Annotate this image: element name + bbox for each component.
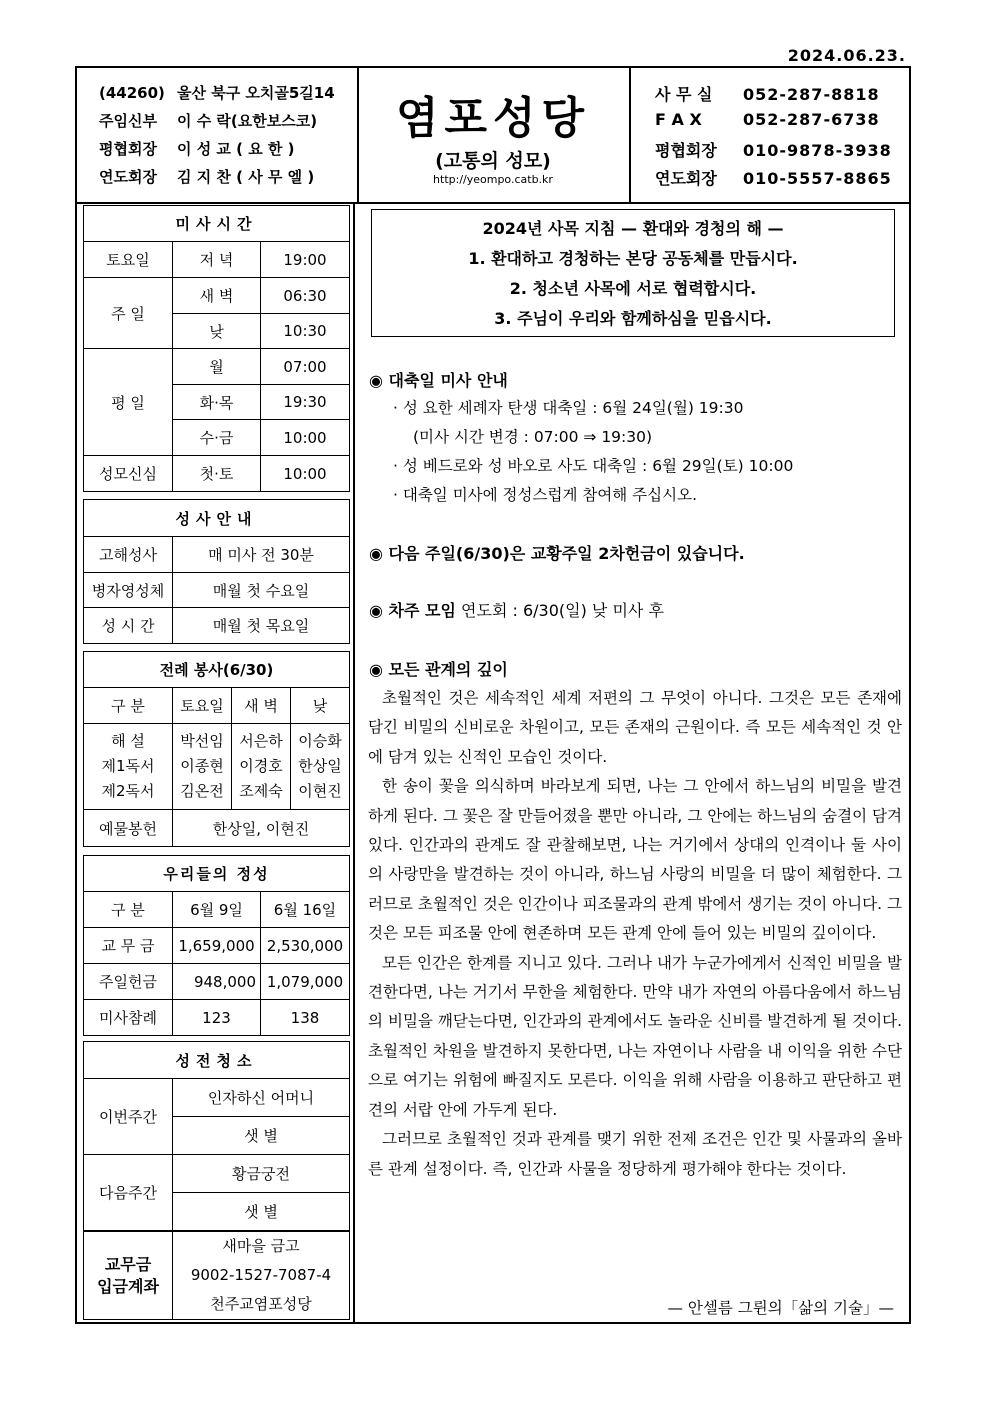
feast-line: · 성 요한 세례자 탄생 대축일 : 6월 24일(월) 19:30 (393, 399, 744, 417)
cell: 이경호 (239, 757, 283, 775)
notice-meeting (369, 598, 664, 621)
cell: 한상일, 이현진 (173, 810, 350, 847)
contact-office: 사 무 실 052-287-8818 (655, 85, 880, 104)
cell: 138 (261, 1000, 350, 1036)
cell: 10:00 (261, 456, 350, 492)
cleaning-table (83, 1041, 350, 1231)
youth-line: 연도회장 김 지 찬 ( 사 무 엘 ) (99, 168, 315, 186)
cell: 9002-1527-7087-4 (190, 1266, 332, 1284)
cell: 토요일 (84, 242, 173, 278)
cell: 저 녁 (173, 242, 261, 278)
cell: 이종현 (180, 757, 224, 775)
meeting-heading: ◉ 차주 모임 (369, 601, 456, 620)
cell: 10:00 (261, 420, 350, 456)
essay-body (368, 684, 902, 1184)
feast-heading: ◉ 대축일 미사 안내 (369, 371, 508, 390)
pastoral-motto-box (371, 209, 895, 337)
cell: 매 미사 전 30분 (173, 537, 350, 573)
feast-line: · 대축일 미사에 정성스럽게 참여해 주십시오. (393, 486, 698, 504)
patron-name: (고통의 성모) (435, 150, 551, 172)
cell: 고해성사 (84, 537, 173, 573)
account-table (83, 1231, 350, 1320)
cell: 성 시 간 (84, 608, 173, 644)
contact-youth: 연도회장 010-5557-8865 (655, 169, 892, 188)
essay-paragraph: 한 송이 꽃을 의식하며 바라보게 되면, 나는 그 안에서 하느님의 비밀을 발견하게 된다. 그 꽃은 잘 만들어졌을 뿐만 아니라, 그 안에는 하느님의 숨결이 담겨 있다. 인간과의 관계도 잘 관찰해보면, 나는 거기에서 상대의 인격이나 둘 사이의 사랑만을 발견하는 것이 아니라, 하느님 사랑의 비밀을 더 많이 체험한다. 그러므로 초월적인 것은 인간이나 피조물과의 관계 밖에서 생기는 것이 아니다. 그것은 모든 피조물 안에 현존하며 모든 관계 안에 들어 있는 비밀의 깊이이다. (368, 777, 902, 943)
mass-schedule-table (83, 205, 350, 492)
essay-heading: ◉ 모든 관계의 깊이 (369, 660, 508, 679)
cell: 6월 9일 (173, 892, 261, 928)
liturgy-table (83, 651, 350, 847)
cell: 매월 첫 목요일 (173, 608, 350, 644)
issue-date: 2024.06.23. (787, 46, 906, 65)
finance-table (83, 855, 350, 1036)
essay-paragraph: 모든 인간은 한계를 지니고 있다. 그러나 내가 누군가에게서 신적인 비밀을 발견한다면, 나는 거기서 무한을 체험한다. 만약 내가 자연의 아름다움에서 하느님의 비밀을 깨닫는다면, 인간과의 관계에서도 놀라운 신비를 발견하게 될 것이다. 초월적인 차원을 발견하지 못한다면, 나는 자연이나 사람을 내 이익을 위한 수단으로 여기는 위험에 빠질지도 모른다. 이익을 위해 사람을 이용하고 판단하고 편견의 서랍 안에 가두게 된다. (368, 953, 902, 1119)
cell: 황금궁전 (173, 1155, 350, 1193)
liturgy-title: 전례 봉사(6/30) (84, 652, 350, 688)
cell: 제2독서 (101, 782, 155, 800)
feast-line: (미사 시간 변경 : 07:00 ⇒ 19:30) (413, 428, 653, 446)
essay-paragraph: 초월적인 것은 세속적인 세계 저편의 그 무엇이 아니다. 그것은 모든 존재에 담긴 비밀의 신비로운 차원이고, 모든 존재의 근원이다. 즉 모든 세속적인 것 안에 담겨 있는 신적인 모습인 것이다. (368, 689, 902, 766)
feast-line: · 성 베드로와 성 바오로 사도 대축일 : 6월 29일(토) 10:00 (393, 457, 794, 475)
cell: 김온전 (180, 782, 224, 800)
contact-fax: F A X 052-287-6738 (655, 110, 880, 129)
cell: 교무금 (104, 1254, 152, 1274)
cell: 첫·토 (173, 456, 261, 492)
cell: 주일헌금 (84, 964, 173, 1000)
cell: 123 (173, 1000, 261, 1036)
cell: 입금계좌 (97, 1276, 159, 1296)
cell: 19:30 (261, 385, 350, 420)
cell: 10:30 (261, 314, 350, 349)
cell: 새 벽 (173, 278, 261, 314)
finance-title: 우리들의 정성 (84, 856, 350, 892)
cell: 샛 별 (173, 1117, 350, 1155)
cell: 토요일 (173, 688, 232, 724)
cell: 예물봉헌 (84, 810, 173, 847)
cell: 새 벽 (232, 688, 291, 724)
cell: 성모신심 (84, 456, 173, 492)
cell: 2,530,000 (261, 928, 350, 964)
cell: 제1독서 (101, 757, 155, 775)
cell: 병자영성체 (84, 573, 173, 608)
cell: 교 무 금 (84, 928, 173, 964)
address-line: (44260) 울산 북구 오치골5길14 (99, 84, 335, 102)
meeting-text: 연도회 : 6/30(일) 낮 미사 후 (461, 601, 664, 620)
cell: 이승화 (298, 732, 342, 750)
notice-second-collection: ◉ 다음 주일(6/30)은 교황주일 2차헌금이 있습니다. (369, 544, 745, 563)
cell: 구 분 (84, 892, 173, 928)
cell: 19:00 (261, 242, 350, 278)
cell: 한상일 (298, 757, 342, 775)
motto-title: 2024년 사목 지침 — 환대와 경청의 해 — (482, 219, 784, 238)
cell: 해 설 (111, 732, 145, 750)
cell: 수·금 (173, 420, 261, 456)
cell: 1,079,000 (261, 964, 350, 1000)
mass-title: 미사시간 (84, 206, 350, 242)
cell: 주 일 (84, 278, 173, 349)
essay-paragraph: 그러므로 초월적인 것과 관계를 맺기 위한 전제 조건은 인간 및 사물과의 올바른 관계 설정이다. 즉, 인간과 사물을 정당하게 평가해야 한다는 것이다. (368, 1130, 902, 1178)
cell: 조제숙 (239, 782, 283, 800)
cell: 월 (173, 349, 261, 385)
pastor-line: 주임신부 이 수 락(요한보스코) (99, 112, 318, 130)
cleaning-title: 성전청소 (84, 1042, 350, 1079)
cell: 서은하 (239, 732, 283, 750)
cell: 새마을 금고 (222, 1237, 300, 1255)
cell: 1,659,000 (173, 928, 261, 964)
contact-council: 평협회장 010-9878-3938 (655, 141, 892, 160)
cell: 948,000 (173, 964, 261, 1000)
cell: 평 일 (84, 349, 173, 456)
motto-item: 2. 청소년 사목에 서로 협력합시다. (509, 279, 757, 298)
cell: 06:30 (261, 278, 350, 314)
cell: 07:00 (261, 349, 350, 385)
cell: 이현진 (298, 782, 342, 800)
cell: 다음주간 (84, 1155, 173, 1231)
sacrament-table (83, 499, 350, 644)
sacrament-title: 성사안내 (84, 500, 350, 537)
website-link[interactable]: http://yeompo.catb.kr (433, 173, 553, 186)
cell: 낮 (291, 688, 350, 724)
council-line: 평협회장 이 성 교 ( 요 한 ) (99, 140, 295, 158)
cell: 박선임 (180, 732, 224, 750)
cell: 미사참례 (84, 1000, 173, 1036)
cell: 낮 (173, 314, 261, 349)
cell: 인자하신 어머니 (173, 1079, 350, 1117)
cell: 샛 별 (173, 1193, 350, 1231)
motto-item: 3. 주님이 우리와 함께하심을 믿읍시다. (494, 309, 772, 328)
motto-item: 1. 환대하고 경청하는 본당 공동체를 만듭시다. (468, 249, 798, 268)
cell: 매월 첫 수요일 (173, 573, 350, 608)
essay-attribution: — 안셀름 그륀의「삶의 기술」— (667, 1299, 894, 1317)
cell: 이번주간 (84, 1079, 173, 1155)
cell: 천주교염포성당 (210, 1295, 312, 1313)
cell: 화·목 (173, 385, 261, 420)
cell: 구 분 (84, 688, 173, 724)
church-name: 염포성당 (395, 93, 590, 144)
cell: 6월 16일 (261, 892, 350, 928)
